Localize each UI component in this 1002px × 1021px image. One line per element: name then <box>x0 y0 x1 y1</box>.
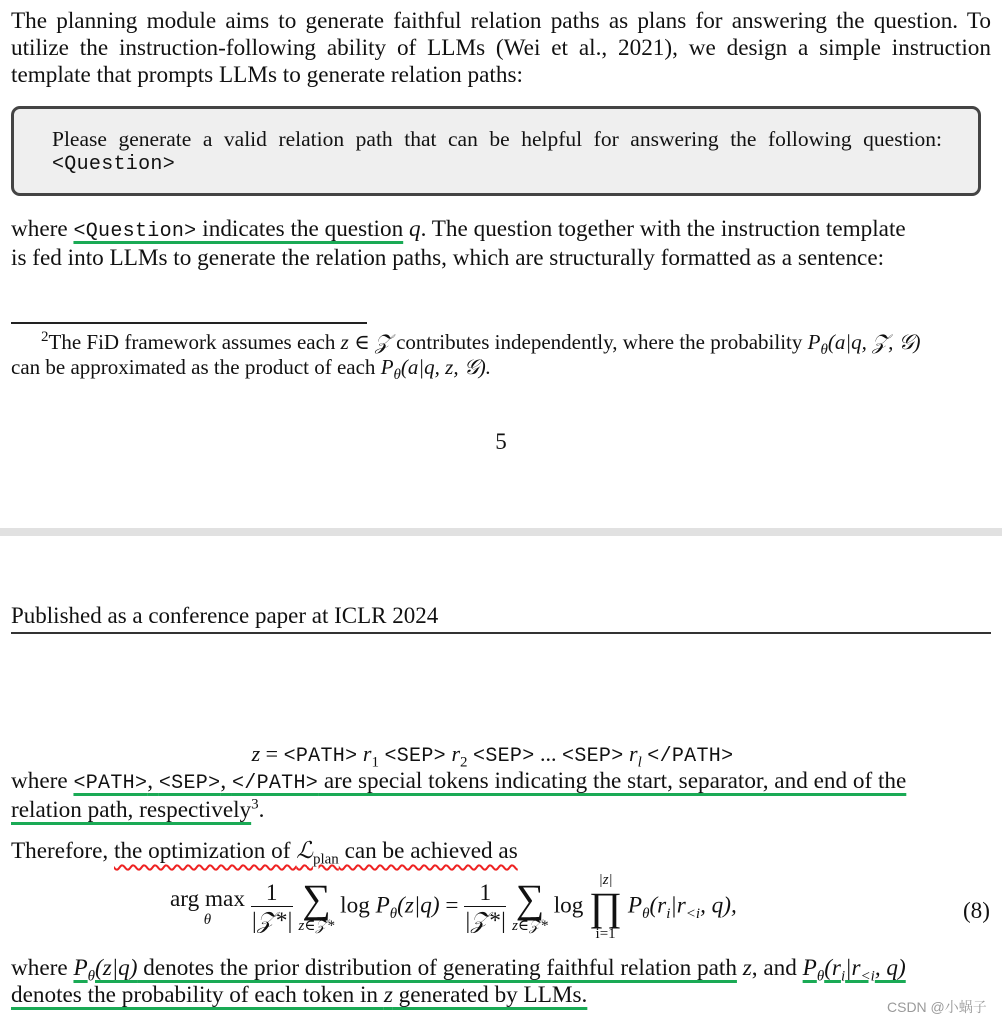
footnote-rule <box>11 322 367 324</box>
question-token: <Question> <box>73 220 197 243</box>
intro-line-1: The planning module aims to generate faithful relation paths as plans for answering the question. To <box>11 8 991 34</box>
page-number: 5 <box>495 429 507 454</box>
highlighted-prior-definition: $P_\theta(z|q)$ denotes the prior distribution of generating faithful relation path <box>73 955 737 985</box>
text-where: where <box>11 216 74 242</box>
footnote-2: $^2$The FiD framework assumes each z ∈ 𝒵 contributes independently, where the probability $P_\theta(a|q$, 𝒵, 𝒢) can be approximated as the product of each $P_\theta(a|q$, z, 𝒢). <box>11 329 921 384</box>
highlighted-question-definition: <Question> indicates the question <box>73 216 404 243</box>
intro-line-2: utilize the instruction-following ability of LLMs (Wei et al., 2021), we design a simple instruction <box>11 35 991 61</box>
fraction-2: $\frac{1}{\text{|𝒵*|}}$ <box>464 879 507 934</box>
highlighted-tokens-definition: <PATH>, <SEP>, </PATH> are special tokens indicating the start, separator, and end of the <box>73 768 907 795</box>
sum-1: ∑ z∈𝒵* <box>298 876 335 934</box>
question-placeholder: <Question> <box>52 153 176 176</box>
where-line-2: is fed into LLMs to generate the relation paths, which are structurally formatted as a sentence: <box>11 245 885 271</box>
csdn-watermark: CSDN @小蜗子 <box>887 999 987 1015</box>
sum-2: ∑ z∈𝒵* <box>512 876 548 934</box>
final-paragraph: where $P_\theta(z|q)$ denotes the prior distribution of generating faithful relation path z, and $P_\theta(r_i|r_{<i}$, q) denotes the probability of each token in z generated by LLMs. <box>11 955 906 1008</box>
path-equation: z = <PATH> $r_1 <SEP> r_2 <SEP>$ ... $<SEP> r_l$ </PATH> <box>251 741 734 771</box>
equation-number: (8) <box>962 898 990 924</box>
page-separator <box>0 528 1002 536</box>
product: |z| ∏ i=1 <box>589 872 623 942</box>
equation-8: arg max θ $\frac{1}{\text{|𝒵*|}}$ ∑ z∈𝒵* $\log P_\theta(z|q)$ = $\frac{1}{\text{|𝒵*|}}$ ∑ z∈𝒵* log |z| ∏ i=1 $P_\theta(r_i|r_{<i}$, q), (8) <box>170 872 990 942</box>
var-q: q <box>409 216 421 242</box>
prompt-template-box <box>11 106 981 196</box>
highlighted-tokens-definition-cont: relation path, respectively <box>11 797 252 823</box>
footnote-ref-3: 3 <box>251 796 259 813</box>
therefore-line: Therefore, the optimization of ℒ$_{plan}$ can be achieved as <box>11 838 518 868</box>
argmax: arg max θ <box>170 886 245 928</box>
highlighted-token-prob-cont: denotes the probability of each token in z generated by LLMs. <box>11 982 588 1008</box>
highlighted-token-prob: $P_\theta(r_i|r_{<i}$, q) <box>802 955 906 985</box>
running-head: Published as a conference paper at ICLR 2024 <box>11 603 439 628</box>
footnote-marker: 2 <box>41 329 49 345</box>
tokens-paragraph: where <PATH>, <SEP>, </PATH> are special tokens indicating the start, separator, and end of the relation path, respectively$^3$. <box>11 768 907 823</box>
intro-paragraph <box>11 8 991 89</box>
spellcheck-squiggle: the optimization of ℒ$_{plan}$ can be achieved as <box>114 838 518 868</box>
prompt-text: Please generate a valid relation path that can be helpful for answering the following question: <box>52 127 942 151</box>
fraction-1: $\frac{1}{\text{|𝒵*|}}$ <box>250 879 293 934</box>
intro-line-3: template that prompts LLMs to generate relation paths: <box>11 62 523 88</box>
where-question-paragraph: where <Question> indicates the question q. The question together with the instruction template is fed into LLMs to generate the relation paths, which are structurally formatted as a sentence: <box>11 216 991 272</box>
header-rule <box>11 632 991 634</box>
